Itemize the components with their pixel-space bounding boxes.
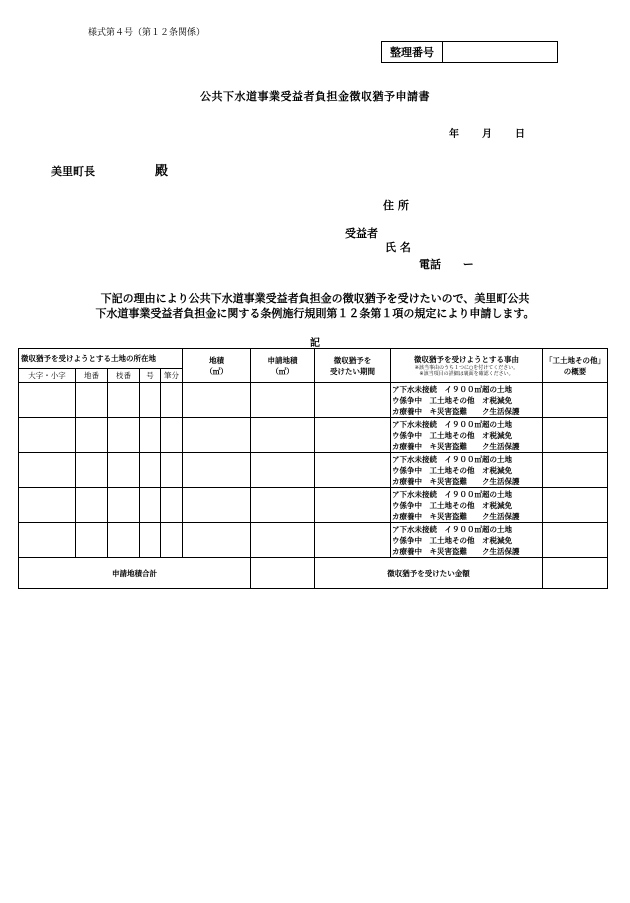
- subheader-chiban: 地番: [76, 369, 108, 383]
- table-row: [19, 523, 608, 558]
- date-year: 年: [449, 129, 459, 140]
- other-header-line-2: の概要: [563, 366, 587, 376]
- reference-number-field[interactable]: [443, 42, 557, 62]
- reason-note-2: ※該当項目の詳細は裏面を確認ください。: [419, 371, 514, 377]
- name-label: 氏 名: [385, 241, 411, 254]
- applied-area-header: [251, 349, 315, 383]
- applied-area-header-text: 申請地積: [267, 355, 298, 365]
- total-area-field[interactable]: [251, 558, 315, 589]
- body-text-line-2: 下水道事業受益者負担金に関する条例施行規則第１２条第１項の規定により申請します。: [95, 307, 535, 320]
- phone-dash: ー: [462, 258, 474, 271]
- ki-label: 記: [310, 338, 320, 349]
- reference-number-box: [381, 41, 558, 63]
- period-header-line-2: 受けたい期間: [330, 366, 376, 376]
- reason-note-1: ※該当事由のうち１つに○を付けてください。: [414, 365, 519, 371]
- phone-line: [419, 256, 474, 272]
- reason-header: [391, 349, 543, 383]
- land-area-header: [183, 349, 251, 383]
- reference-number-label: 整理番号: [382, 42, 443, 62]
- other-overview-header: [543, 349, 608, 383]
- period-header-line-1: 徴収猶予を: [333, 355, 372, 365]
- reason-options[interactable]: ア下水未接続 イ９００㎡超の土地 ウ係争中 工土地その他 オ税減免 カ療養中 キ災害盗難 ク生活保護: [391, 488, 543, 523]
- subheader-hitsubun: 筆分: [161, 369, 183, 383]
- date-month: 月: [481, 129, 492, 140]
- application-table: [18, 348, 608, 589]
- period-header: [315, 349, 391, 383]
- reason-header-text: 徴収猶予を受けようとする事由: [414, 355, 520, 364]
- table-row: [19, 488, 608, 523]
- other-header-line-1: 「工土地その他」: [545, 355, 606, 365]
- table-row: [19, 418, 608, 453]
- reason-options[interactable]: ア下水未接続 イ９００㎡超の土地 ウ係争中 工土地その他 オ税減免 カ療養中 キ災害盗難 ク生活保護: [391, 453, 543, 488]
- table-row: [19, 453, 608, 488]
- subheader-oaza: 大字・小字: [19, 369, 76, 383]
- date-line: [449, 125, 525, 140]
- totals-row: [19, 558, 608, 589]
- applied-area-unit: （㎡）: [271, 366, 294, 376]
- total-area-label: 申請地積合計: [19, 558, 251, 589]
- subheader-go: 号: [140, 369, 161, 383]
- beneficiary-label: 受益者: [345, 227, 378, 240]
- body-text-line-1: 下記の理由により公共下水道事業受益者負担金の徴収猶予を受けたいので、美里町公共: [100, 292, 530, 305]
- location-header: 徴収猶予を受けようとする土地の所在地: [19, 349, 183, 369]
- reason-options[interactable]: ア下水未接続 イ９００㎡超の土地 ウ係争中 工土地その他 オ税減免 カ療養中 キ災害盗難 ク生活保護: [391, 418, 543, 453]
- total-amount-label: 徴収猶予を受けたい金額: [315, 558, 543, 589]
- total-amount-field[interactable]: [543, 558, 608, 589]
- address-label: 住 所: [383, 199, 409, 212]
- form-number-label: 様式第４号（第１２条関係）: [88, 28, 206, 38]
- addressee-honorific: 殿: [155, 164, 169, 179]
- date-day: 日: [514, 129, 525, 140]
- table-row: [19, 383, 608, 418]
- phone-label: 電話: [419, 258, 441, 271]
- land-area-unit: （㎡）: [205, 366, 228, 376]
- addressee-mayor: 美里町長: [51, 165, 95, 178]
- reason-options[interactable]: ア下水未接続 イ９００㎡超の土地 ウ係争中 工土地その他 オ税減免 カ療養中 キ災害盗難 ク生活保護: [391, 383, 543, 418]
- land-area-header-text: 地積: [209, 355, 225, 365]
- subheader-edaban: 枝番: [108, 369, 140, 383]
- reason-options[interactable]: ア下水未接続 イ９００㎡超の土地 ウ係争中 工土地その他 オ税減免 カ療養中 キ災害盗難 ク生活保護: [391, 523, 543, 558]
- document-title: 公共下水道事業受益者負担金徴収猶予申請書: [200, 90, 430, 103]
